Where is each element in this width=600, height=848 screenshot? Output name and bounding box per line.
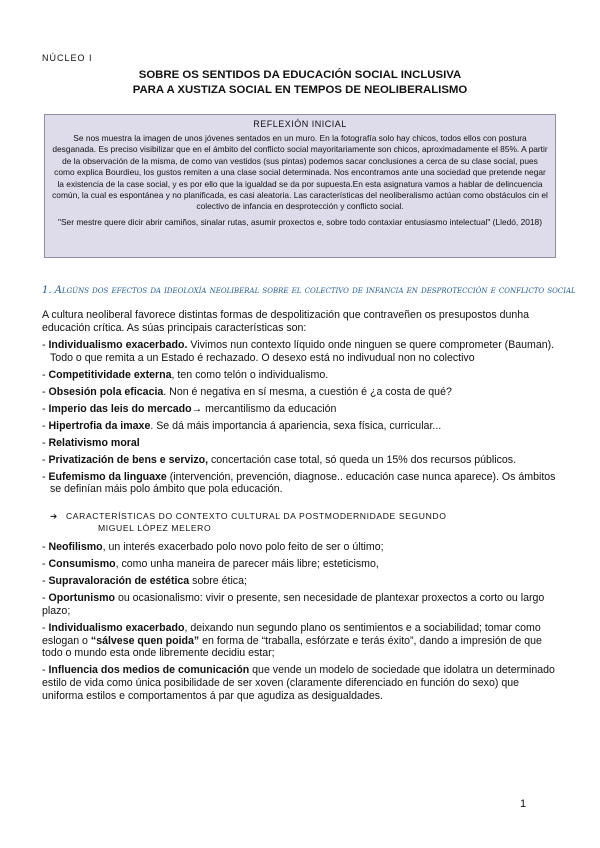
item-term: Obsesión pola eficacia: [48, 385, 164, 398]
item-term: Imperio das leis do mercado: [48, 402, 192, 415]
subsection-heading-line-2: MIGUEL LÓPEZ MELERO: [98, 523, 212, 533]
item-slogan: “sálvese quen poida”: [90, 634, 200, 647]
document-title: [60, 68, 540, 98]
item-text: ou ocasionalismo: vivir o presente, sen necesidade de plantexar proxectos a corto ou largo plazo;: [42, 591, 545, 617]
item-text: (intervención, prevención, diagnose.. educación case nunca aparece). Os ámbitos se definían máis polo ámbito que pola educación.: [50, 470, 556, 496]
arrow-right-icon: ➔: [50, 511, 58, 521]
item-text: , un interés exacerbado polo novo polo feito de ser o último;: [102, 541, 384, 553]
item-term: Competitividade externa: [48, 368, 172, 381]
item-text: , ten como telón o individualismo.: [171, 368, 329, 381]
item-text: . Non é negativa en sí mesma, a cuestión é ¿a costa de qué?: [163, 385, 452, 398]
item-text: , como unha maneira de parecer máis libre; esteticismo,: [115, 557, 379, 570]
subsection-heading-line-1: CARACTERÍSTICAS DO CONTEXTO CULTURAL DA POSTMODERNIDADE SEGUNDO: [66, 511, 447, 521]
list-item: - Privatización de bens e servizo, concertación case total, só queda un 15% dos recursos públicos.: [42, 453, 517, 466]
item-text: Vivimos nun contexto líquido onde ninguen se quere comprometer (Bauman). Todo o que remita a un Estado é rechazado. O desexo está no indivudual non no colectivo: [50, 339, 555, 364]
reflection-quote: "Ser mestre quere dicir abrir camiños, sinalar rutas, asumir proxectos e, sobre todo contaxiar entusiasmo intelectual" (Lledó, 2018): [57, 216, 542, 227]
list-item: - Obsesión pola eficacia. Non é negativa en sí mesma, a cuestión é ¿a costa de qué?: [42, 385, 452, 398]
list-item: - Imperio das leis do mercado→ mercantilismo da educación: [42, 402, 337, 415]
subsection-heading: [50, 510, 530, 534]
item-term: Oportunismo: [48, 591, 115, 604]
item-term: Neofilismo: [48, 541, 103, 553]
item-term: Consumismo: [48, 557, 116, 570]
list-item: - Relativismo moral: [42, 436, 140, 449]
list-item: - Individualismo exacerbado. Vivimos nun contexto líquido onde ninguen se quere comprometer (Bauman). Todo o que remita a un Estado é rechazado. O desexo está no indivudual non no colectivo: [42, 339, 555, 364]
list-item: - Hipertrofia da imaxe. Se dá máis importancia á apariencia, sexa física, curricular...: [42, 419, 442, 432]
list-item: - Competitividade externa, ten como telón o individualismo.: [42, 368, 329, 381]
item-text: sobre ética;: [189, 574, 247, 587]
title-line-2: PARA A XUSTIZA SOCIAL EN TEMPOS DE NEOLIBERALISMO: [132, 84, 468, 96]
list-item: - Neofilismo, un interés exacerbado polo novo polo feito de ser o último;: [42, 541, 384, 553]
reflection-heading: REFLEXIÓN INICIAL: [253, 119, 347, 129]
item-term: Relativismo moral: [48, 436, 140, 449]
item-term: Individualismo exacerbado: [48, 621, 185, 634]
section-label: NÚCLEO I: [42, 53, 93, 63]
title-line-1: SOBRE OS SENTIDOS DA EDUCACIÓN SOCIAL INCLUSIVA: [138, 69, 462, 81]
page-number: 1: [520, 798, 527, 810]
postmodernity-list: [42, 541, 558, 707]
item-term: Individualismo exacerbado.: [48, 339, 188, 351]
list-item: - Supravaloración de estética sobre ética;: [42, 574, 247, 587]
neoliberal-effects-list: [42, 339, 558, 500]
item-text: en forma de “traballa, esfórzate e terás éxito”, dando a impresión de que todo o mundo esta onde libremente decidiu estar;: [42, 634, 542, 660]
section-heading: 1. Algúns dos efectos da ideoloxía neoliberal sobre el colectivo de infancia en desprotección e conflicto social: [42, 285, 576, 296]
item-text: concertación case total, só queda un 15% dos recursos públicos.: [208, 453, 517, 466]
intro-paragraph: A cultura neoliberal favorece distintas formas de despolitización que contraveñen os presupostos dunha educación crítica. As súas principais características son:: [42, 309, 530, 334]
list-item: - Influencia dos medios de comunicación que vende un modelo de sociedade que idolatra un determinado estilo de vida como única posibilidade de ser xoven (claramente diferenciado en función do sexo) que uniforma estilos e comportamentos á par que agudiza as desigualdades.: [42, 664, 555, 702]
item-text: → mercantilismo da educación: [191, 402, 337, 415]
reflection-body: Se nos muestra la imagen de unos jóvenes sentados en un muro. En la fotografía solo hay chicos, todos ellos con postura desganada. Es preciso visibilizar que en el ámbito del conflicto social mayoritariamente son chicos, aproximadamente el 85%. A partir de la observación de la misma, de como van vestidos (sus pintas) podemos sacar conclusiones a cerca de su clase social, pues como explica Bourdieu, los gustos remiten a una clase social determinada. Nos encontramos ante una sociedad que pretende negar la existencia de la case social, y es por ello que la igualdad se da por supuesta.En esta asignatura vamos a hablar de delincuencia común, la cual es espontánea y no planificada, es casi aleatoria. Las características del neoliberalismo actúan como obstáculos cin el colectivo de infancia en desprotección y conflicto social.: [52, 133, 548, 212]
item-term: Hipertrofia da imaxe: [48, 419, 151, 432]
list-item: - Individualismo exacerbado, deixando nun segundo plano os sentimientos e a sociabilidad; tomar como eslogan o “sálvese quen poida” en forma de “traballa, esfórzate e terás éxito”, dando a impresión de que todo o mundo esta onde libremente decidiu estar;: [42, 621, 542, 660]
item-text: que vende un modelo de sociedade que idolatra un determinado estilo de vida como única posibilidade de ser xoven (claramente diferenciado en función do sexo) que uniforma estilos e comportamentos á par que agudiza as desigualdades.: [42, 664, 555, 702]
list-item: - Eufemismo da linguaxe (intervención, prevención, diagnose.. educación case nunca aparece). Os ámbitos se definían máis polo ámbito que pola educación.: [42, 470, 556, 496]
item-term: Eufemismo da linguaxe: [48, 470, 167, 483]
item-term: Influencia dos medios de comunicación: [48, 664, 250, 677]
item-text: , deixando nun segundo plano os sentimientos e a sociabilidad; tomar como eslogan o: [42, 621, 541, 647]
list-item: - Consumismo, como unha maneira de parecer máis libre; esteticismo,: [42, 557, 379, 570]
item-term: Supravaloración de estética: [48, 574, 190, 587]
list-item: - Oportunismo ou ocasionalismo: vivir o presente, sen necesidade de plantexar proxectos a corto ou largo plazo;: [42, 591, 545, 617]
item-text: . Se dá máis importancia á apariencia, sexa física, curricular...: [150, 419, 442, 432]
reflection-box: [44, 114, 556, 258]
item-term: Privatización de bens e servizo,: [48, 453, 209, 466]
